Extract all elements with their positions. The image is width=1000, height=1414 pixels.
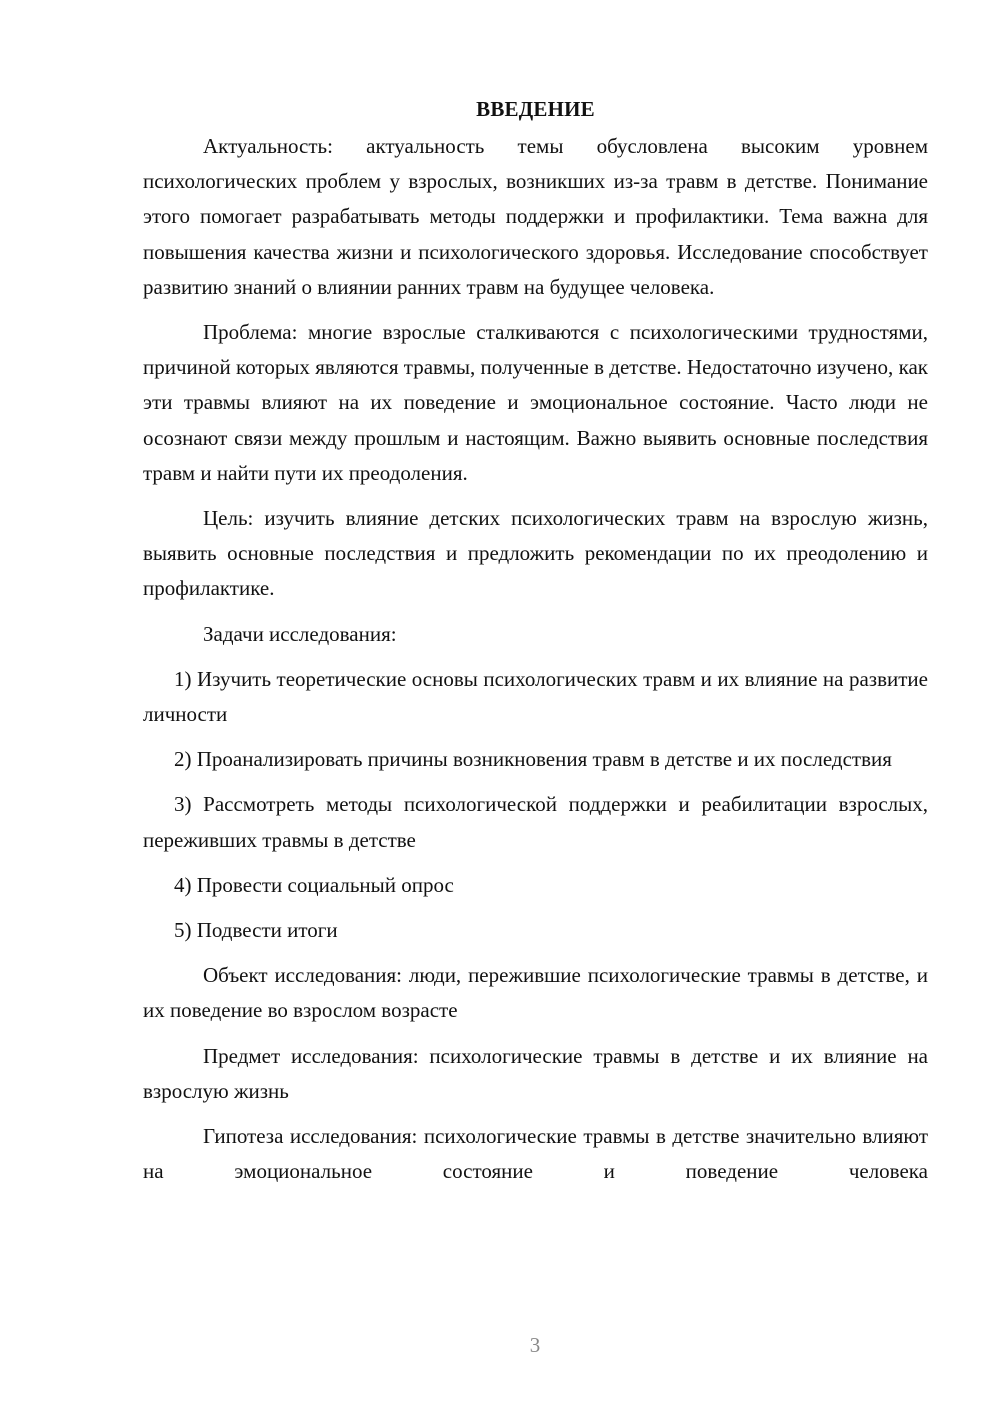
tasks-intro: Задачи исследования: — [203, 621, 397, 646]
page-number: 3 — [529, 1333, 541, 1357]
task-item: 2) Проанализировать причины возникновения травм в детстве и их последствия — [174, 747, 892, 772]
subject-paragraph: Предмет исследования: психологические травмы в детстве и их влияние на взрослую жизнь — [143, 1043, 928, 1103]
goal-paragraph: Цель: изучить влияние детских психологических травм на взрослую жизнь, выявить основные последствия и предложить рекомендации по их преодолению и профилактике. — [143, 506, 928, 601]
task-item: 1) Изучить теоретические основы психологических травм и их влияние на развитие личности — [143, 666, 928, 727]
problem-paragraph: Проблема: многие взрослые сталкиваются с психологическими трудностями, причиной которых являются травмы, полученные в детстве. Недостаточно изучено, как эти травмы влияют на их поведение и эмоциональное состояние. Часто люди не осознают связи между прошлым и настоящим. Важно выявить основные последствия травм и найти пути их преодоления. — [143, 320, 928, 485]
document-page — [143, 92, 928, 1199]
task-item: 5) Подвести итоги — [174, 918, 338, 943]
object-paragraph: Объект исследования: люди, пережившие психологические травмы в детстве, и их поведение во взрослом возрасте — [143, 963, 928, 1023]
hypothesis-paragraph: Гипотеза исследования: психологические травмы в детстве значительно влияют на эмоциональное состояние и поведение человека — [143, 1124, 928, 1184]
task-item: 4) Провести социальный опрос — [174, 872, 454, 897]
section-heading: ВВЕДЕНИЕ — [476, 97, 595, 121]
relevance-paragraph: Актуальность: актуальность темы обусловлена высоким уровнем психологических проблем у взрослых, возникших из-за травм в детстве. Понимание этого помогает разрабатывать методы поддержки и профилактики. Тема важна для повышения качества жизни и психологического здоровья. Исследование способствует развитию знаний о влиянии ранних травм на будущее человека. — [143, 134, 928, 299]
task-item: 3) Рассмотреть методы психологической поддержки и реабилитации взрослых, переживших травмы в детстве — [143, 792, 928, 852]
